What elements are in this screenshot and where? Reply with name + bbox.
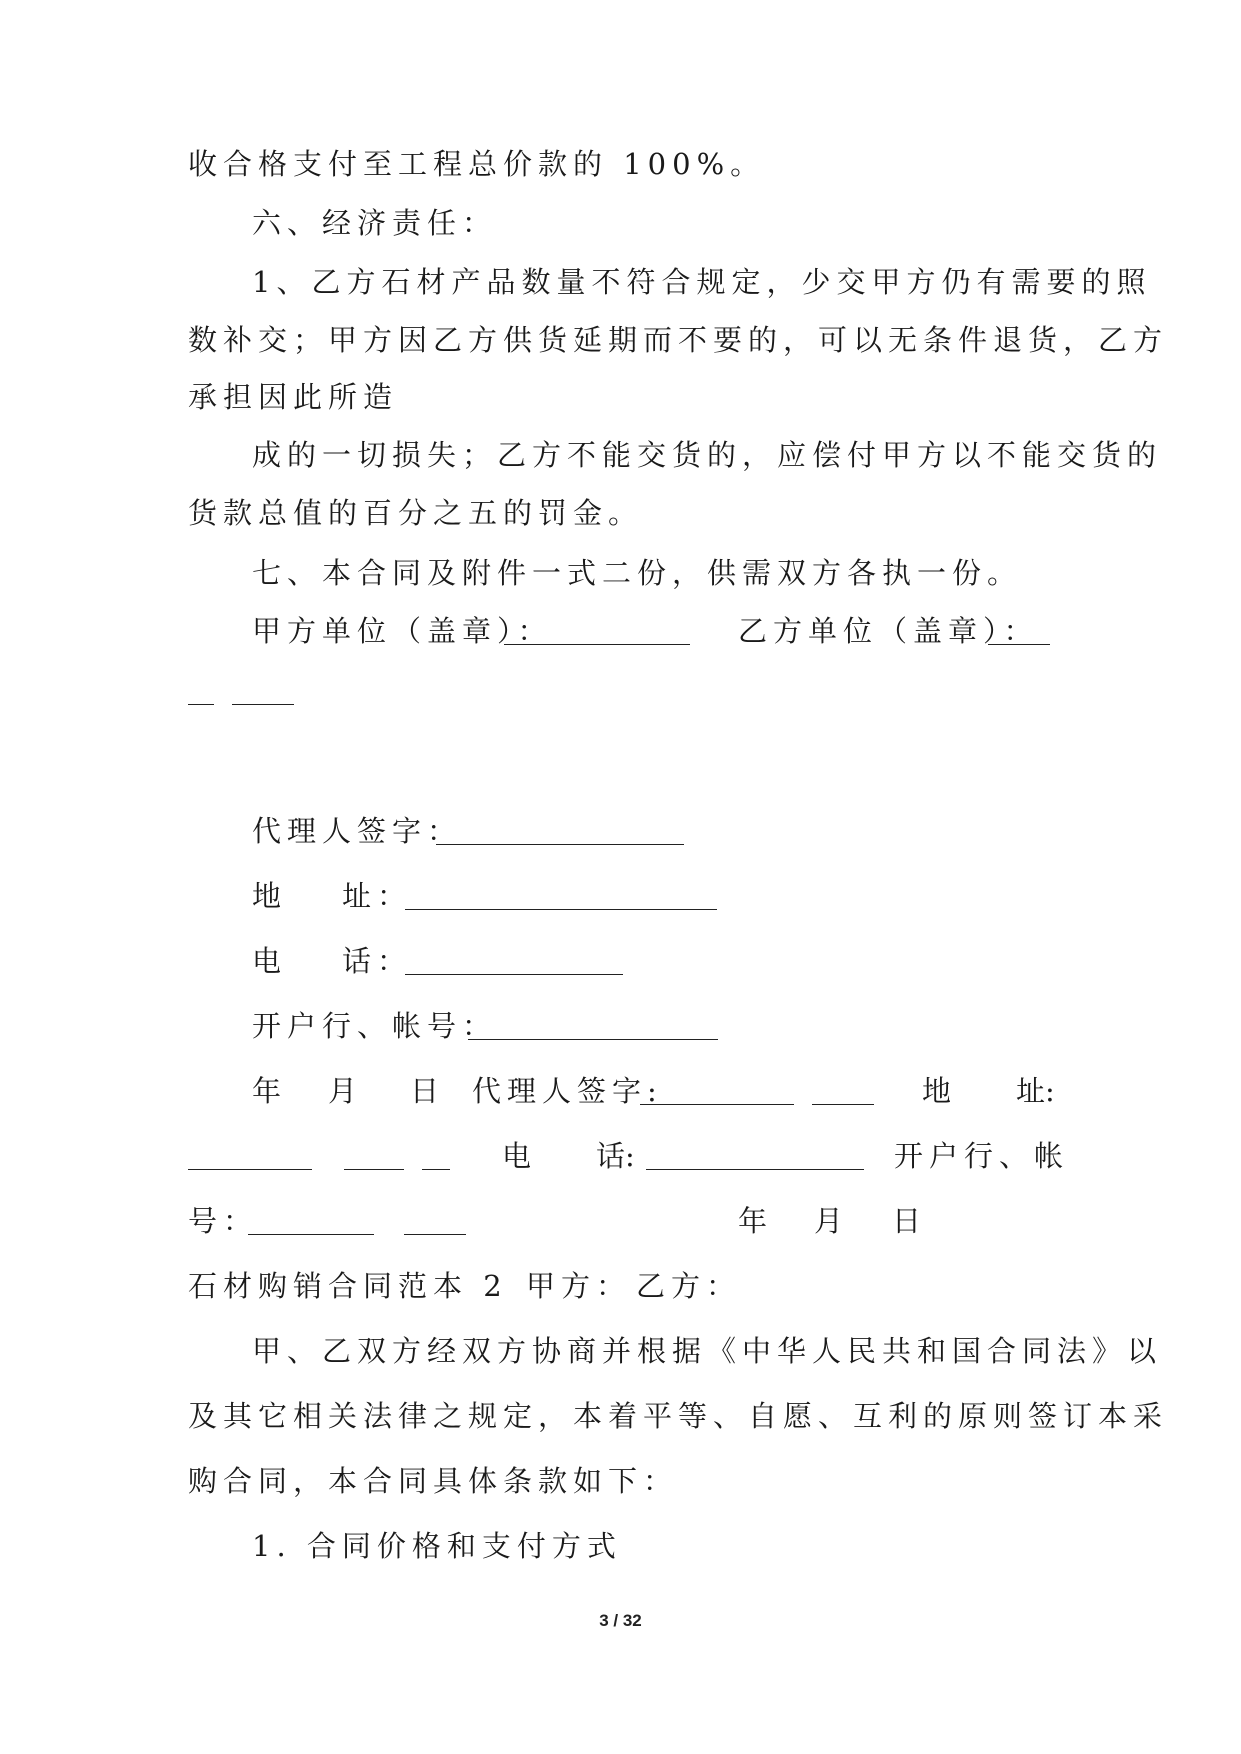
paragraph-line: 数补交；甲方因乙方供货延期而不要的，可以无条件退货，乙方 (188, 323, 1169, 357)
paragraph-line: 购合同，本合同具体条款如下： (188, 1464, 679, 1498)
address-blank (188, 1143, 312, 1170)
section-heading: 七、本合同及附件一式二份，供需双方各执一份。 (252, 556, 1023, 590)
contract-title: 石材购销合同范本 2 (188, 1269, 508, 1303)
paragraph-line: 收合格支付至工程总价款的 100%。 (188, 147, 766, 181)
address-blank (405, 883, 717, 910)
address-label-char: 址: (1016, 1074, 1055, 1108)
agent-signature-blank (640, 1078, 794, 1105)
paragraph-line: 货款总值的百分之五的罚金。 (188, 496, 644, 530)
address-label-char: 地 (922, 1074, 958, 1108)
phone-label-char: 电 (502, 1139, 538, 1173)
paragraph-line: 甲、乙双方经双方协商并根据《中华人民共和国合同法》以 (252, 1334, 1163, 1368)
address-label-char: 地 (252, 879, 288, 913)
date-day: 日 (892, 1204, 928, 1238)
party-a-unit-blank (504, 618, 690, 645)
bank-account-blank (468, 1013, 718, 1040)
agent-signature-blank (812, 1078, 874, 1105)
paragraph-line: 承担因此所造 (188, 380, 399, 414)
party-a-unit-label: 甲方单位（盖章）： (252, 614, 553, 648)
paragraph-line: 成的一切损失；乙方不能交货的，应偿付甲方以不能交货的 (252, 438, 1163, 472)
phone-label-char: 话： (342, 944, 413, 978)
bank-account-label: 开户行、帐 (894, 1139, 1070, 1173)
date-year: 年 (252, 1074, 288, 1108)
signature-blank (188, 678, 214, 705)
phone-label-char: 话: (596, 1139, 635, 1173)
phone-blank (405, 948, 623, 975)
party-b-label: 乙方： (636, 1269, 742, 1303)
paragraph-line: 及其它相关法律之规定，本着平等、自愿、互利的原则签订本采 (188, 1399, 1169, 1433)
section-heading: 六、经济责任： (252, 206, 498, 240)
date-month: 月 (814, 1204, 850, 1238)
address-label-char: 址： (342, 879, 413, 913)
date-month: 月 (328, 1074, 364, 1108)
signature-blank (232, 678, 294, 705)
phone-blank (646, 1143, 864, 1170)
party-b-unit-label: 乙方单位（盖章）： (738, 614, 1039, 648)
bank-account-label: 开户行、帐号： (252, 1009, 498, 1043)
address-blank (344, 1143, 404, 1170)
bank-account-label: 号： (188, 1204, 259, 1238)
agent-signature-label: 代理人签字： (252, 814, 463, 848)
phone-label-char: 电 (252, 944, 288, 978)
address-blank (422, 1143, 450, 1170)
date-year: 年 (738, 1204, 774, 1238)
agent-signature-label: 代理人签字: (472, 1074, 663, 1108)
page-number: 3 / 32 (599, 1611, 642, 1630)
section-heading: 1. 合同价格和支付方式 (252, 1529, 622, 1563)
bank-account-blank (248, 1208, 374, 1235)
agent-signature-blank (436, 818, 684, 845)
bank-account-blank (404, 1208, 466, 1235)
paragraph-line: 1、乙方石材产品数量不符合规定，少交甲方仍有需要的照 (252, 265, 1152, 299)
date-day: 日 (410, 1074, 446, 1108)
party-a-label: 甲方： (526, 1269, 632, 1303)
party-b-unit-blank (988, 618, 1050, 645)
